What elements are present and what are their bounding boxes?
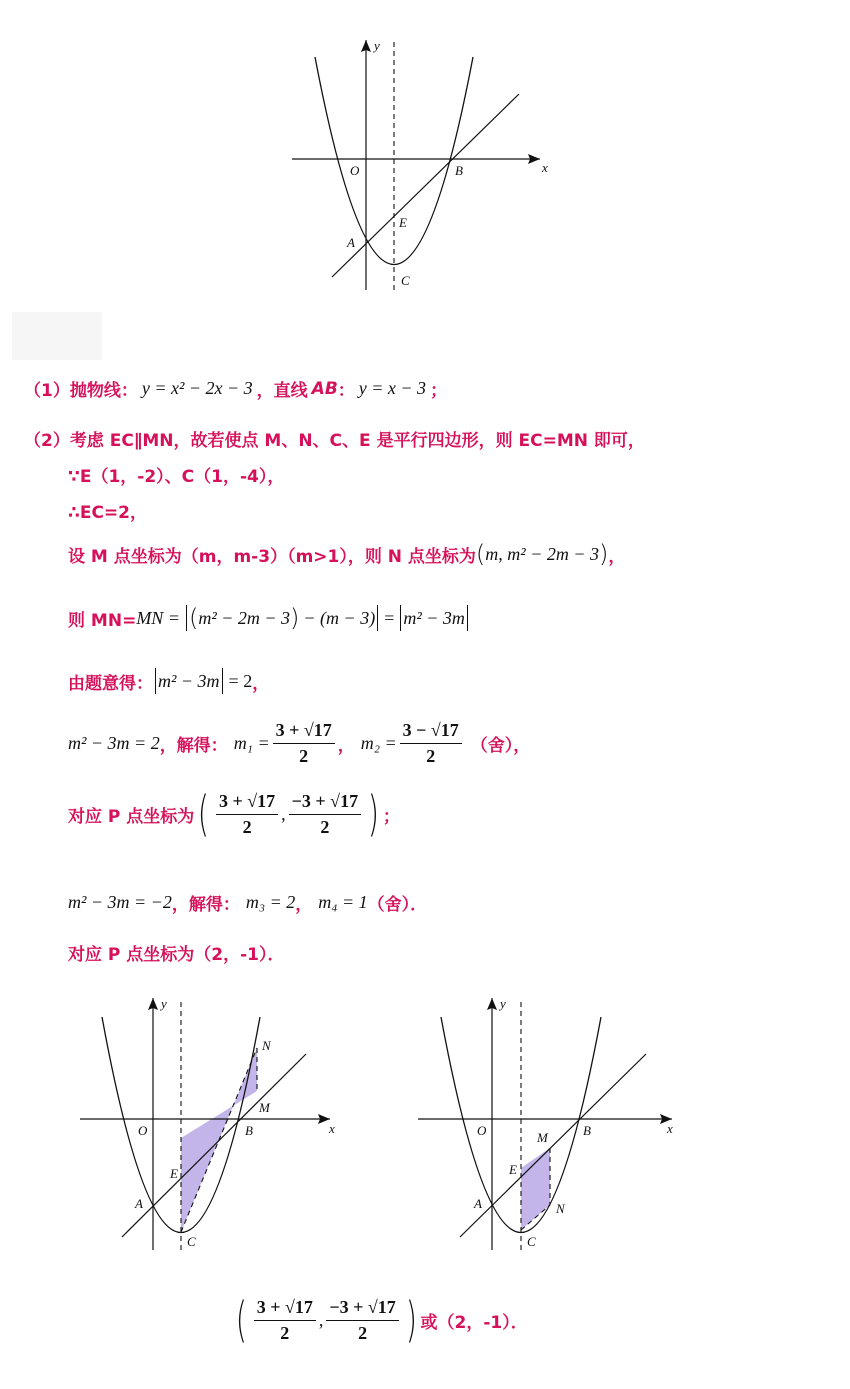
sep-2: ， xyxy=(295,895,313,915)
p1-y-fraction: $\frac{-3 + √17}{2}$ xyxy=(289,791,361,838)
part2-line9 xyxy=(68,890,427,915)
fig3-label-m: M xyxy=(537,1130,548,1145)
fig-label-a: A xyxy=(347,235,355,250)
fig3-label-o: O xyxy=(477,1123,487,1138)
fig-label-x: x xyxy=(542,160,548,175)
part2-l4-end: ， xyxy=(608,546,626,567)
p1-end: ； xyxy=(382,806,400,827)
mn-eq-sign: = xyxy=(384,607,395,628)
fig2-label-o: O xyxy=(138,1123,148,1138)
m1-fraction: $\frac{3 + √17}{2}$ xyxy=(273,720,335,767)
mn-result: m² − 3m xyxy=(403,607,465,628)
m2-discard: （舍）， xyxy=(470,736,531,756)
fig-label-c: C xyxy=(401,273,410,288)
fig3-label-x: x xyxy=(667,1121,673,1136)
p-coord-label-1: 对应 P 点坐标为 xyxy=(68,806,195,827)
mn-label: 则 MN= xyxy=(68,610,137,631)
faint-box xyxy=(12,312,102,360)
p-coord-2: 对应 P 点坐标为（2，-1）． xyxy=(68,945,285,965)
m2-fraction: $\frac{3 - √17}{2}$ xyxy=(400,720,462,767)
part1-colon: ： xyxy=(337,381,355,401)
condition-label: 由题意得： xyxy=(68,673,153,694)
m4-value: m₄ = 1 xyxy=(318,892,368,912)
fig3-label-y: y xyxy=(500,996,506,1011)
line-ab-equation: y = x − 3 xyxy=(358,378,427,398)
part2-line7 xyxy=(68,720,530,767)
m3-value: m₃ = 2 xyxy=(245,892,296,912)
bottom-right-figure xyxy=(415,992,685,1254)
part2-intro: 考虑 EC∥MN，故若使点 M、N、C、E 是平行四边形，则 EC=MN 即可， xyxy=(69,431,645,451)
solve-label-2: ，解得： xyxy=(171,895,240,915)
part1-parabola-label: 抛物线： xyxy=(69,381,138,401)
n-coordinate-expr: m, m² − 2m − 3 xyxy=(485,543,599,564)
point-ec-given: ∵E（1，-2）、C（1，-4）， xyxy=(68,467,285,487)
m1-label: m₁ = xyxy=(233,733,270,753)
fig2-label-a: A xyxy=(135,1196,143,1211)
part1-line xyxy=(24,376,447,401)
part2-line6 xyxy=(68,668,269,694)
answer-y-fraction: $\frac{-3 + √17}{2}$ xyxy=(326,1297,398,1344)
fig-label-e: E xyxy=(399,215,407,230)
m-n-coordinates: 设 M 点坐标为（m，m-3）（m>1），则 N 点坐标为 xyxy=(68,546,476,567)
fig2-label-c: C xyxy=(187,1234,196,1249)
part2-line2 xyxy=(68,462,284,487)
mn-expr-1: m² − 2m − 3 xyxy=(198,607,291,628)
part2-line8: 对应 P 点坐标为 ( $\frac{3 + √17}{2}$ , $\frac{-3 + √17}{2}$ ) ； xyxy=(68,786,400,842)
sep-1: ， xyxy=(337,736,355,756)
fig3-label-b: B xyxy=(583,1123,591,1138)
parabola-equation: y = x² − 2x − 3 xyxy=(141,378,253,398)
answer-tail: 或（2，-1）． xyxy=(420,1312,528,1333)
final-answer: ( $\frac{3 + √17}{2}$ , $\frac{-3 + √17}{2}$ ) 或（2，-1）． xyxy=(235,1292,528,1348)
part2-line4: 设 M 点坐标为（m，m-3）（m>1），则 N 点坐标为 ( m, m² − 2m − 3 ) ， xyxy=(68,540,626,568)
condition-value: = 2 xyxy=(228,670,253,691)
mn-equals: MN = xyxy=(136,607,180,628)
fig-label-o: O xyxy=(350,163,360,178)
fig2-label-n: N xyxy=(262,1038,271,1053)
fig3-label-c: C xyxy=(527,1234,536,1249)
fig-label-y: y xyxy=(374,38,380,53)
equation-case1: m² − 3m = 2 xyxy=(68,733,160,753)
condition-expr: m² − 3m xyxy=(158,670,220,691)
p1-x-fraction: $\frac{3 + √17}{2}$ xyxy=(216,791,278,838)
part2-line5: 则 MN= MN = ( m² − 2m − 3 ) − (m − 3) = m² − 3m xyxy=(68,604,470,632)
m2-label: m₂ = xyxy=(360,733,397,753)
answer-x-fraction: $\frac{3 + √17}{2}$ xyxy=(254,1297,316,1344)
top-figure xyxy=(285,32,555,294)
fig2-label-x: x xyxy=(329,1121,335,1136)
fig3-label-n: N xyxy=(556,1201,565,1216)
fig2-label-y: y xyxy=(161,996,167,1011)
bottom-left-figure xyxy=(75,992,345,1254)
mn-expr-2: − (m − 3) xyxy=(303,607,376,628)
part1-sep: ，直线 xyxy=(256,381,308,401)
fig2-label-m: M xyxy=(259,1100,270,1115)
part1-tag: （1） xyxy=(24,381,70,401)
fig2-label-e: E xyxy=(170,1166,178,1181)
part1-end: ； xyxy=(430,381,448,401)
part2-tag: （2） xyxy=(24,431,70,451)
fig3-label-a: A xyxy=(474,1196,482,1211)
fig3-label-e: E xyxy=(509,1162,517,1177)
fig-label-b: B xyxy=(455,163,463,178)
condition-end: ， xyxy=(252,673,270,694)
ec-length: ∴EC=2， xyxy=(68,503,147,523)
part2-line10 xyxy=(68,940,285,965)
solve-label-1: ，解得： xyxy=(159,736,228,756)
fig2-label-b: B xyxy=(245,1123,253,1138)
line-ab-name: AB xyxy=(311,378,338,399)
equation-case2: m² − 3m = −2 xyxy=(68,892,172,912)
part2-line3 xyxy=(68,498,147,523)
m4-discard: （舍）． xyxy=(367,895,428,915)
part2-line1 xyxy=(24,426,645,451)
